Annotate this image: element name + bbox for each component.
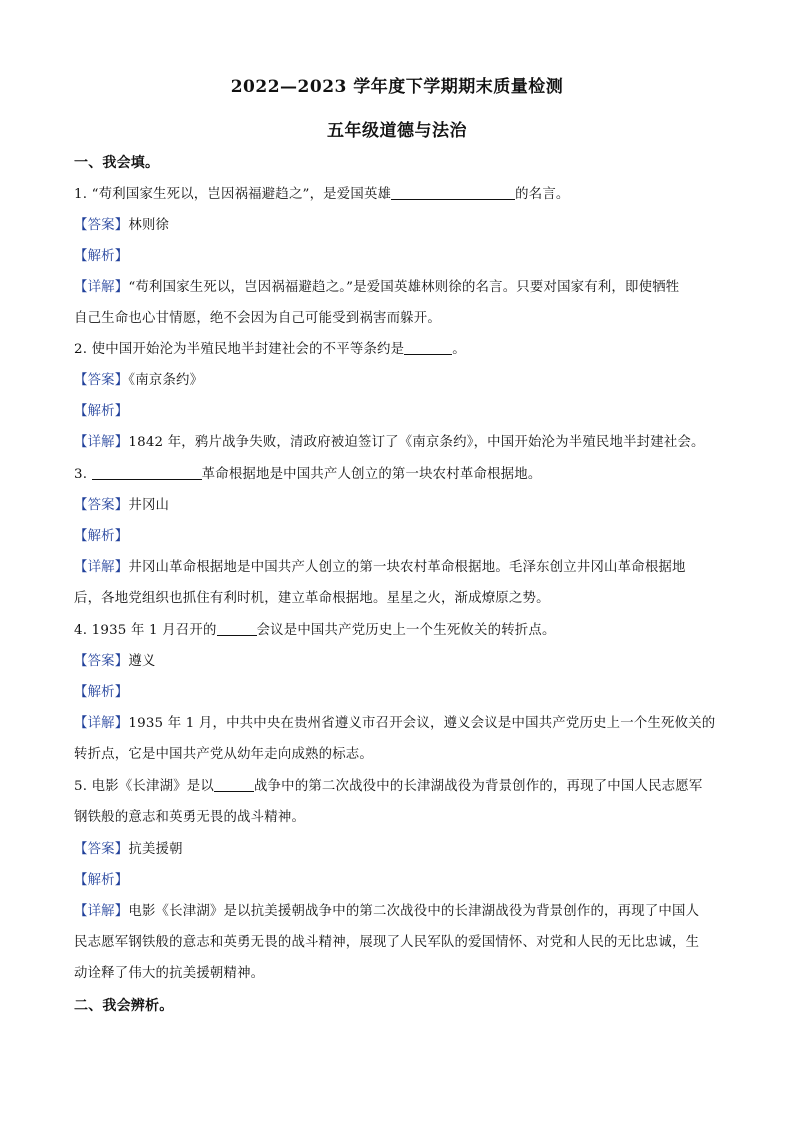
detail-row-3	[74, 556, 724, 575]
answer-text: 林则徐	[128, 218, 170, 233]
answer-text: 遵义	[128, 654, 156, 669]
detail-text-continued: 动诠释了伟大的抗美援朝精神。	[74, 966, 265, 981]
question-1-text-post: 的名言。	[515, 187, 570, 202]
answer-blank	[404, 341, 452, 355]
answer-text: 《南京条约》	[128, 373, 204, 388]
detail-text: “苟利国家生死以，岂因祸福避趋之。”是爱国英雄林则徐的名言。只要对国家有利，即使牺牲	[128, 280, 680, 295]
question-5-text-post: 战争中的第二次战役中的长津湖战役为背景创作的，再现了中国人民志愿军	[253, 779, 703, 794]
detail-row-4	[74, 712, 724, 731]
answer-tag: 【答案】	[74, 654, 129, 669]
detail-text: 电影《长津湖》是以抗美援朝战争中的第二次战役中的长津湖战役为背景创作的，再现了中国人	[128, 904, 700, 919]
answer-row-3	[74, 494, 724, 513]
answer-blank	[391, 186, 515, 200]
analysis-tag: 【解析】	[74, 529, 129, 544]
answer-tag: 【答案】	[74, 498, 129, 513]
detail-tag: 【详解】	[74, 435, 129, 450]
detail-text-continued: 转折点，它是中国共产党从幼年走向成熟的标志。	[74, 747, 373, 762]
detail-row-5	[74, 900, 724, 919]
answer-row-2	[74, 369, 724, 388]
answer-blank	[214, 778, 254, 792]
analysis-tag: 【解析】	[74, 685, 129, 700]
detail-row-1	[74, 276, 724, 295]
question-5-text-continued: 钢铁般的意志和英勇无畏的战斗精神。	[74, 810, 306, 825]
section-heading-fill: 一、我会填。	[74, 155, 160, 171]
detail-text-continued: 后，各地党组织也抓住有利时机，建立革命根据地。星星之火，渐成燎原之势。	[74, 591, 550, 606]
answer-row-4	[74, 650, 724, 669]
question-3	[74, 463, 724, 482]
question-4	[74, 619, 724, 638]
detail-tag: 【详解】	[74, 904, 129, 919]
analysis-tag: 【解析】	[74, 249, 129, 264]
analysis-tag: 【解析】	[74, 873, 129, 888]
question-3-text-post: 革命根据地是中国共产人创立的第一块农村革命根据地。	[201, 467, 542, 482]
question-2-text-post: 。	[452, 342, 466, 357]
question-2	[74, 338, 724, 357]
question-5-text-pre: 5. 电影《长津湖》是以	[74, 779, 214, 794]
answer-blank	[217, 622, 257, 636]
question-1	[74, 183, 724, 202]
answer-tag: 【答案】	[74, 842, 129, 857]
detail-text-continued: 民志愿军钢铁般的意志和英勇无畏的战斗精神，展现了人民军队的爱国情怀、对党和人民的无比忠诚，生	[74, 935, 700, 950]
answer-tag: 【答案】	[74, 218, 129, 233]
question-3-text-pre: 3.	[74, 467, 92, 482]
detail-text: 1842 年，鸦片战争失败，清政府被迫签订了《南京条约》，中国开始沦为半殖民地半封建社会。	[128, 435, 705, 450]
answer-text: 抗美援朝	[128, 842, 183, 857]
detail-tag: 【详解】	[74, 560, 129, 575]
detail-text: 井冈山革命根据地是中国共产人创立的第一块农村革命根据地。毛泽东创立井冈山革命根据地	[128, 560, 686, 575]
question-5	[74, 775, 724, 794]
answer-tag: 【答案】	[74, 373, 129, 388]
exam-title: 2022—2023 学年度下学期期末质量检测	[230, 77, 564, 97]
detail-row-2	[74, 431, 724, 450]
answer-row-1	[74, 214, 724, 233]
question-4-text-pre: 4. 1935 年 1 月召开的	[74, 623, 217, 638]
question-2-text-pre: 2. 使中国开始沦为半殖民地半封建社会的不平等条约是	[74, 342, 405, 357]
detail-text: 1935 年 1 月，中共中央在贵州省遵义市召开会议，遵义会议是中国共产党历史上一个生死攸关的	[128, 716, 716, 731]
question-1-text-pre: 1. “苟利国家生死以，岂因祸福避趋之”，是爱国英雄	[74, 187, 392, 202]
detail-text-continued: 自己生命也心甘情愿，绝不会因为自己可能受到祸害而躲开。	[74, 311, 441, 326]
answer-row-5	[74, 838, 724, 857]
detail-tag: 【详解】	[74, 280, 129, 295]
section-heading-discern: 二、我会辨析。	[74, 998, 174, 1014]
analysis-tag: 【解析】	[74, 404, 129, 419]
exam-subtitle: 五年级道德与法治	[327, 121, 467, 141]
answer-blank	[92, 466, 202, 480]
question-4-text-post: 会议是中国共产党历史上一个生死攸关的转折点。	[256, 623, 556, 638]
answer-text: 井冈山	[128, 498, 170, 513]
detail-tag: 【详解】	[74, 716, 129, 731]
